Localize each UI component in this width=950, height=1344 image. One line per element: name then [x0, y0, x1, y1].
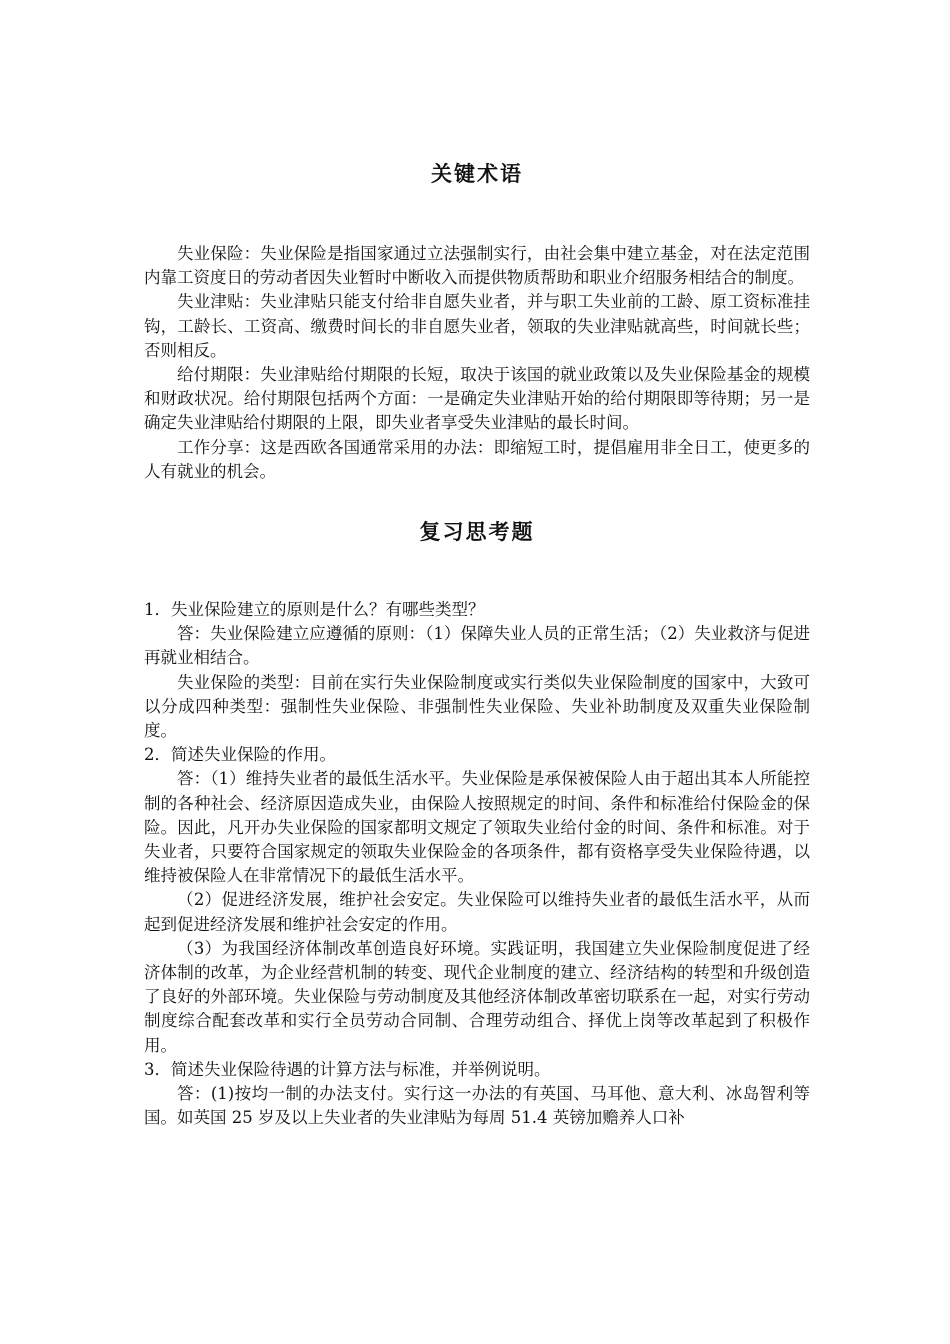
- answer-1-types: 失业保险的类型：目前在实行失业保险制度或实行类似失业保险制度的国家中，大致可以分成四种类型：强制性失业保险、非强制性失业保险、失业补助制度及双重失业保险制度。: [144, 672, 810, 741]
- term-unemployment-insurance: 失业保险：失业保险是指国家通过立法强制实行，由社会集中建立基金，对在法定范围内靠工资度日的劳动者因失业暂时中断收入而提供物质帮助和职业介绍服务相结合的制度。: [144, 244, 810, 288]
- term-payment-period: 给付期限：失业津贴给付期限的长短，取决于该国的就业政策以及失业保险基金的规模和财政状况。给付期限包括两个方面：一是确定失业津贴开始的给付期限即等待期；另一是确定失业津贴给付期限的上限，即失业者享受失业津贴的最长时间。: [144, 365, 810, 433]
- question-3: 3．简述失业保险待遇的计算方法与标准，并举例说明。: [144, 1059, 551, 1079]
- term-unemployment-benefit: 失业津贴：失业津贴只能支付给非自愿失业者，并与职工失业前的工龄、原工资标准挂钩，工龄长、工资高、缴费时间长的非自愿失业者，领取的失业津贴就高些，时间就长些；否则相反。: [144, 292, 810, 360]
- answer-2-part-2: （2）促进经济发展，维护社会安定。失业保险可以维持失业者的最低生活水平，从而起到促进经济发展和维护社会安定的作用。: [144, 890, 810, 934]
- question-2: 2．简述失业保险的作用。: [144, 745, 336, 765]
- heading-key-terms: 关键术语: [431, 161, 523, 186]
- term-work-sharing: 工作分享：这是西欧各国通常采用的办法：即缩短工时，提倡雇用非全日工，使更多的人有就业的机会。: [144, 437, 810, 481]
- document-page: [144, 0, 810, 1131]
- answer-1-principles: 答：失业保险建立应遵循的原则：（1）保障失业人员的正常生活；（2）失业救济与促进再就业相结合。: [144, 624, 810, 668]
- heading-review-questions: 复习思考题: [419, 519, 535, 545]
- answer-2-part-1: 答：（1）维持失业者的最低生活水平。失业保险是承保被保险人由于超出其本人所能控制的各种社会、经济原因造成失业，由保险人按照规定的时间、条件和标准给付保险金的保险。因此，凡开办失业保险的国家都明文规定了领取失业给付金的时间、条件和标准。对于失业者，只要符合国家规定的领取失业保险金的各项条件，都有资格享受失业保险待遇，以维持被保险人在非常情况下的最低生活水平。: [144, 769, 810, 886]
- answer-2-part-3: （3）为我国经济体制改革创造良好环境。实践证明，我国建立失业保险制度促进了经济体制的改革，为企业经营机制的转变、现代企业制度的建立、经济结构的转型和升级创造了良好的外部环境。失业保险与劳动制度及其他经济体制改革密切联系在一起，对实行劳动制度综合配套改革和实行全员劳动合同制、合理劳动组合、择优上岗等改革起到了积极作用。: [144, 938, 810, 1055]
- review-section: [144, 598, 810, 1130]
- question-1: 1．失业保险建立的原则是什么？有哪些类型？: [144, 600, 485, 620]
- answer-3-part-1: 答：(1)按均一制的办法支付。实行这一办法的有英国、马耳他、意大利、冰岛智利等国。如英国 25 岁及以上失业者的失业津贴为每周 51.4 英镑加赡养人口补: [144, 1084, 810, 1128]
- terms-section: [144, 242, 810, 484]
